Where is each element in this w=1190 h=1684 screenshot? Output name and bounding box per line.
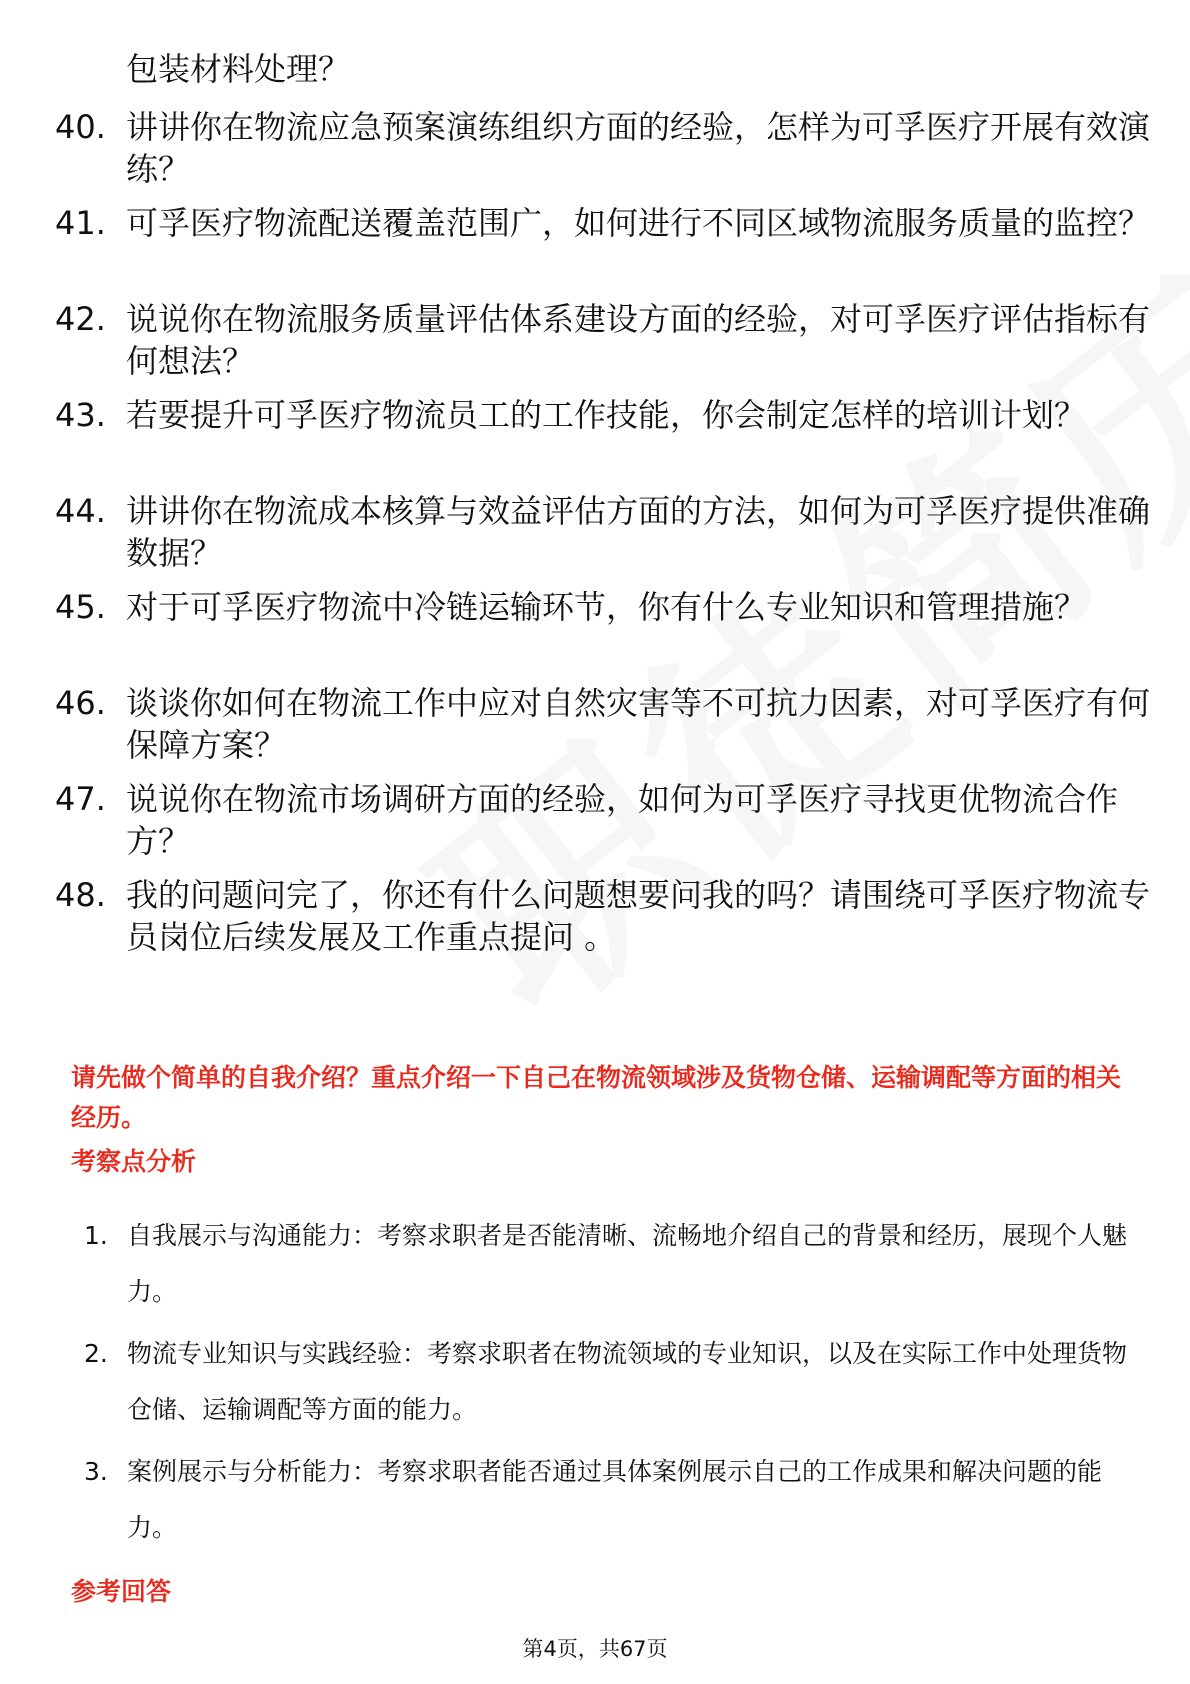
- question-number: 41.: [55, 204, 106, 242]
- question-text: 我的问题问完了，你还有什么问题想要问我的吗？请围绕可孚医疗物流专员岗位后续发展及工作重点提问 。: [126, 876, 1151, 956]
- analysis-point-number: 1.: [84, 1221, 108, 1250]
- question-text: 谈谈你如何在物流工作中应对自然灾害等不可抗力因素，对可孚医疗有何保障方案？: [126, 684, 1151, 764]
- question-item: [55, 106, 1151, 190]
- page-footer: 第4页，共67页: [522, 1637, 668, 1661]
- reference-heading: 参考回答: [71, 1577, 172, 1606]
- analysis-heading: 考察点分析: [71, 1147, 197, 1176]
- question-text: 说说你在物流服务质量评估体系建设方面的经验，对可孚医疗评估指标有何想法？: [126, 300, 1151, 380]
- question-item: [55, 394, 1115, 436]
- question-text: 讲讲你在物流成本核算与效益评估方面的方法，如何为可孚医疗提供准确数据？: [126, 492, 1151, 572]
- analysis-point: [84, 1444, 1124, 1556]
- question-number: 47.: [55, 780, 106, 818]
- analysis-point: [84, 1326, 1128, 1438]
- question-number: 40.: [55, 108, 106, 146]
- question-text: 若要提升可孚医疗物流员工的工作技能，你会制定怎样的培训计划？: [126, 396, 1087, 434]
- continued-question-text: 包装材料处理？: [126, 50, 351, 88]
- question-item: [55, 586, 1115, 628]
- question-number: 46.: [55, 684, 106, 722]
- analysis-point-text: 案例展示与分析能力：考察求职者能否通过具体案例展示自己的工作成果和解决问题的能力。: [127, 1457, 1103, 1542]
- question-item: [55, 682, 1151, 766]
- question-number: 48.: [55, 876, 106, 914]
- question-item: [55, 202, 1151, 244]
- question-number: 45.: [55, 588, 106, 626]
- analysis-point: [84, 1208, 1128, 1320]
- question-item: [55, 778, 1119, 862]
- question-text: 对于可孚医疗物流中冷链运输环节，你有什么专业知识和管理措施？: [126, 588, 1087, 626]
- question-number: 43.: [55, 396, 106, 434]
- analysis-point-text: 物流专业知识与实践经验：考察求职者在物流领域的专业知识，以及在实际工作中处理货物仓储、运输调配等方面的能力。: [127, 1339, 1128, 1424]
- question-item: [55, 490, 1151, 574]
- question-text: 可孚医疗物流配送覆盖范围广，如何进行不同区域物流服务质量的监控？: [126, 204, 1151, 242]
- analysis-point-number: 3.: [84, 1457, 108, 1486]
- question-number: 42.: [55, 300, 106, 338]
- intro-question: 请先做个简单的自我介绍？重点介绍一下自己在物流领域涉及货物仓储、运输调配等方面的相关经历。: [71, 1063, 1122, 1132]
- question-text: 讲讲你在物流应急预案演练组织方面的经验，怎样为可孚医疗开展有效演练？: [126, 108, 1151, 188]
- question-item: [55, 874, 1151, 958]
- analysis-point-text: 自我展示与沟通能力：考察求职者是否能清晰、流畅地介绍自己的背景和经历，展现个人魅力。: [127, 1221, 1128, 1306]
- question-number: 44.: [55, 492, 106, 530]
- question-text: 说说你在物流市场调研方面的经验，如何为可孚医疗寻找更优物流合作方？: [126, 780, 1119, 860]
- analysis-point-number: 2.: [84, 1339, 108, 1368]
- question-item: [55, 298, 1151, 382]
